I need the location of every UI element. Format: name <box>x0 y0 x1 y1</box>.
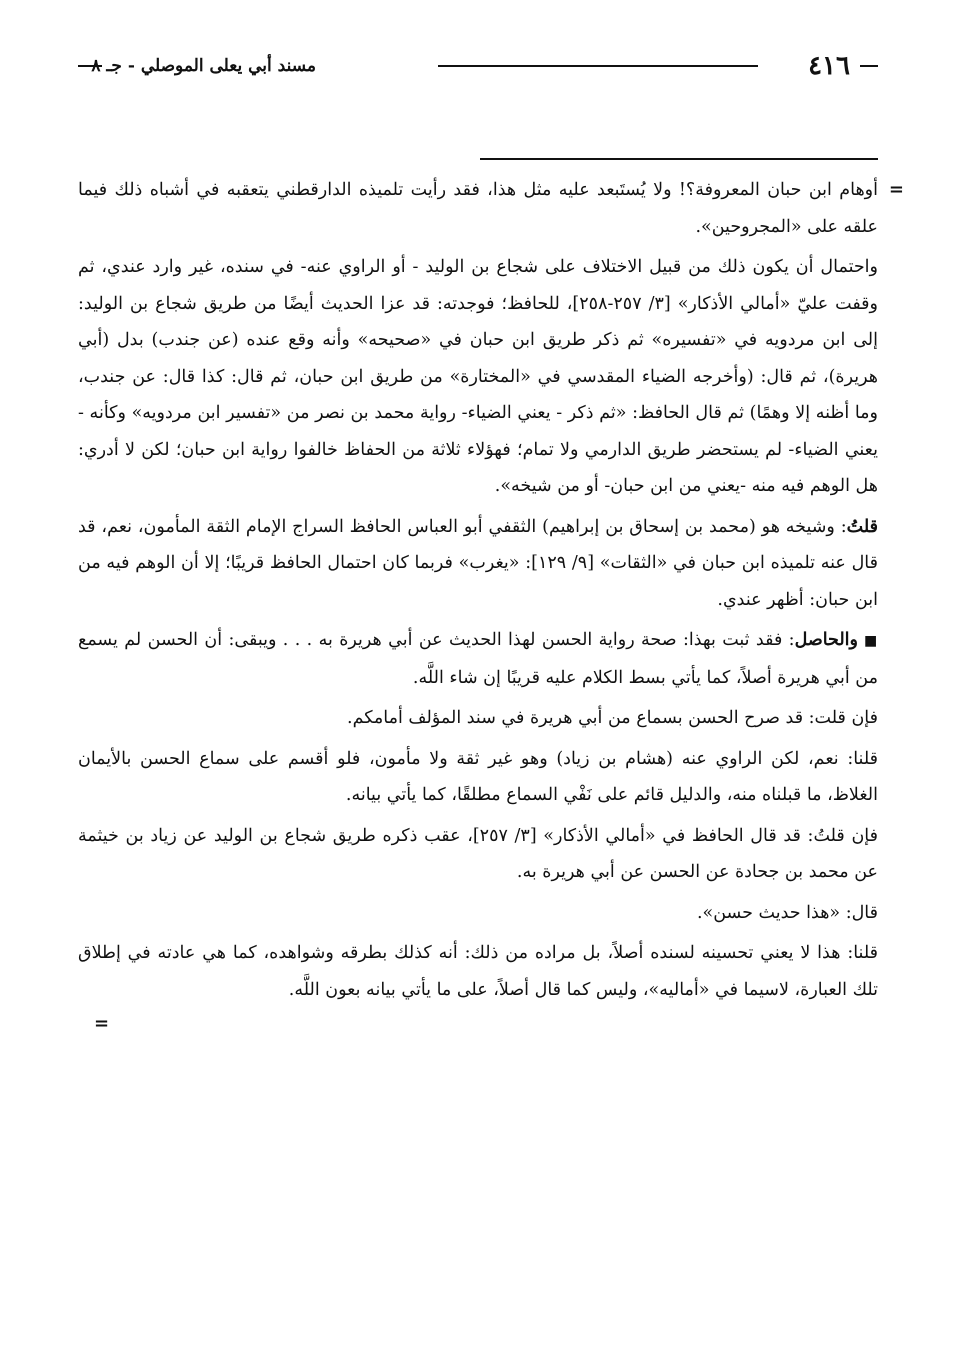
paragraph-text: قال: «هذا حديث حسن». <box>696 902 878 923</box>
paragraph-3 <box>78 509 878 619</box>
paragraph-lead: والحاصل <box>794 630 858 650</box>
page-number: ٤١٦ <box>808 51 850 81</box>
paragraph-5 <box>78 700 878 737</box>
paragraph-text: قلنا: هذا لا يعني تحسينه لسنده أصلاً، بل مراده من ذلك: أنه كذلك بطرقه وشواهده، كما هي عادته في إطلاق تلك العبارة، لاسيما في «أماليه»، وليس كما قال أصلاً، على ما يأتي بيانه بعون اللَّه. <box>78 943 878 1000</box>
paragraph-text: أوهام ابن حبان المعروفة؟! ولا يُستَبعد عليه مثل هذا، فقد رأيت تلميذه الدارقطني يتعقبه في أشباه ذلك فيما علقه على «المجروحين». <box>78 180 878 237</box>
section-square-icon: ■ <box>863 633 878 649</box>
running-title: مسند أبي يعلى الموصلي - جـ ٨ <box>91 56 316 76</box>
paragraph-1 <box>78 172 878 245</box>
continuation-marker-bottom: = <box>94 1013 110 1034</box>
running-header <box>78 50 878 82</box>
paragraph-lead: قلتُ <box>846 516 878 537</box>
paragraph-text: واحتمال أن يكون ذلك من قبيل الاختلاف على شجاع بن الوليد - أو الراوي عنه- في سنده، غير وارد عندي، ثم وقفت عليّ «أمالي الأذكار» [٣/ ٢٥٧-٢٥٨]، للحافظ؛ فوجدته: قد عزا الحديث أيضًا من طريق شجاع بن الوليد: إلى ابن مردويه في «تفسيره» ثم ذكر طريق ابن حبان في «صحيحه» وأنه وقع عنده (عن جندب) بدل (أبي هريرة)، ثم قال: (وأخرجه الضياء المقدسي في «المختارة» من طريق ابن حبان، ثم قال: كذا قال: عن جندب، وما أظنه إلا وهمًا) ثم قال الحافظ: «ثم ذكر - يعني الضياء- رواية محمد بن نصر من «تفسير ابن مردويه» وكأنه - يعني الضياء- لم يستحضر طريق الدارمي ولا تمام؛ فهؤلاء ثلاثة من الحفاظ خالفوا رواية ابن حبان؛ لكن لا أدري: هل الوهم فيه منه -يعني من ابن حبان- أو من شيخه». <box>78 257 878 496</box>
continuation-marker-top: = <box>888 179 904 200</box>
header-rule-right <box>860 65 878 67</box>
paragraph-text: فإن قلتُ: قد قال الحافظ في «أمالي الأذكار» [٣/ ٢٥٧]، عقب ذكره طريق شجاع بن الوليد عن زياد بن خيثمة عن محمد بن جحادة عن الحسن عن أبي هريرة به. <box>78 825 878 882</box>
paragraph-9 <box>78 935 878 1008</box>
paragraph-text: قلنا: نعم، لكن الراوي عنه (هشام بن زياد) وهو غير ثقة ولا مأمون، فلو أقسم على سماع الحسن بالأيمان الغلاظ، ما قبلناه منه، والدليل قائم على نَفْي السماع مطلقًا، كما يأتي بيانه. <box>78 748 878 805</box>
paragraph-6 <box>78 741 878 814</box>
header-rule-left <box>78 65 102 67</box>
paragraph-text: : وشيخه هو (محمد بن إسحاق بن إبراهيم) الثقفي أبو العباس الحافظ السراج الإمام الثقة المأمون، نعم، قد قال عنه تلميذه ابن حبان في «الثقات» [٩/ ١٢٩]: «يغرب» فربما كان احتمال الحافظ قريبًا؛ إلا أن الوهم فيه من ابن حبان: أظهر عندي. <box>78 516 878 610</box>
paragraph-7 <box>78 818 878 891</box>
footnote-body <box>78 172 904 1034</box>
paragraph-2 <box>78 249 878 505</box>
paragraph-8 <box>78 895 878 932</box>
header-rule-middle <box>438 65 758 67</box>
paragraph-text: : فقد ثبت بهذا: صحة رواية الحسن لهذا الحديث عن أبي هريرة به . . . ويبقى: أن الحسن لم يسمع من أبي هريرة أصلاً، كما يأتي بسط الكلام عليه قريبًا إن شاء اللَّه. <box>78 630 878 688</box>
footnote-separator <box>480 158 878 160</box>
paragraph-text: فإن قلت: قد صرح الحسن بسماع من أبي هريرة في سند المؤلف أمامكم. <box>347 708 878 728</box>
paragraph-4 <box>78 622 878 696</box>
